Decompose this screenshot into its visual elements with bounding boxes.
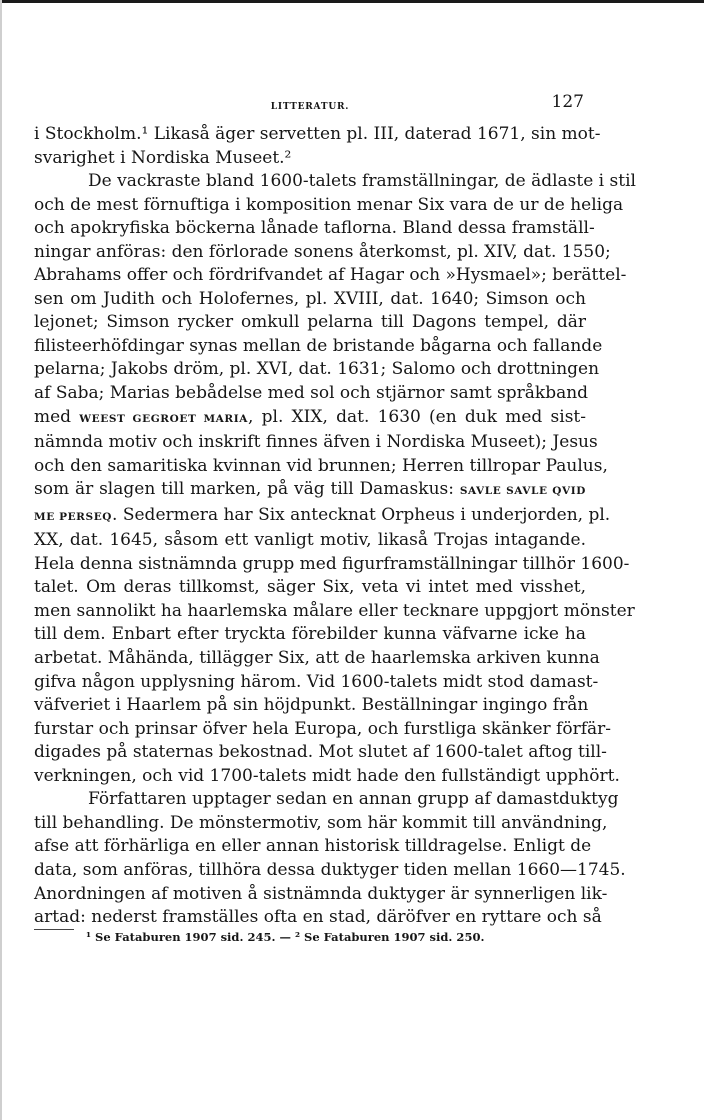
small-caps-inscription: ME PERSEQ [34, 510, 113, 523]
text-line: lejonet; Simson rycker omkull pelarna till Dagons tempel, där [34, 312, 586, 333]
text-line: Författaren upptager sedan en annan grupp af damastduktyg [88, 789, 619, 810]
text-line: furstar och prinsar öfver hela Europa, och furstliga skänker förfär- [34, 718, 612, 739]
text-line: Abrahams offer och fördrifvandet af Hagar och »Hysmael»; berättel- [34, 265, 627, 286]
text-line: och de mest förnuftiga i komposition menar Six vara de ur de heliga [34, 194, 624, 215]
text-line: och apokryfiska böckerna lånade taflorna. Bland dessa framställ- [34, 218, 595, 239]
text-line: till dem. Enbart efter tryckta förebilder kunna väfvarne icke ha [34, 624, 586, 645]
text-line: verkningen, och vid 1700-talets midt hade den fullständigt upphört. [34, 765, 620, 786]
text-line: af Saba; Marias bebådelse med sol och stjärnor samt språkband [34, 383, 589, 404]
text-line: Hela denna sistnämnda grupp med figurframställningar tillhör 1600- [34, 553, 630, 574]
text-line: filisteerhöfdingar synas mellan de bristande bågarna och fallande [34, 335, 603, 356]
text-run: . Sedermera har Six antecknat Orpheus i underjorden, pl. [112, 504, 611, 525]
page-number: 127 [551, 92, 584, 112]
text-line: sen om Judith och Holofernes, pl. XVIII, dat. 1640; Simson och [34, 288, 586, 309]
text-line: till behandling. De mönstermotiv, som här kommit till användning, [34, 812, 608, 833]
text-line: i Stockholm.¹ Likaså äger servetten pl. III, daterad 1671, sin mot- [34, 124, 601, 144]
text-line: ningar anföras: den förlorade sonens återkomst, pl. XIV, dat. 1550; [34, 241, 611, 262]
page-header [34, 92, 586, 116]
text-line: De vackraste bland 1600-talets framställningar, de ädlaste i stil [88, 171, 636, 192]
text-line: svarighet i Nordiska Museet.² [34, 147, 292, 168]
body-text [34, 123, 636, 930]
running-head: LITTERATUR. [270, 102, 350, 112]
footnote: ¹ Se Fataburen 1907 sid. 245. — ² Se Fataburen 1907 sid. 250. [86, 930, 485, 944]
text-line: Anordningen af motiven å sistnämnda duktyger är synnerligen lik- [34, 883, 608, 904]
text-line [34, 406, 586, 432]
text-line: arbetat. Måhända, tillägger Six, att de haarlemska arkiven kunna [34, 648, 600, 669]
text-run: , pl. XIX, dat. 1630 (en duk med sist- [248, 406, 586, 427]
text-line: talet. Om deras tillkomst, säger Six, veta vi intet med visshet, [34, 577, 586, 598]
small-caps-inscription: SAVLE SAVLE QVID [459, 485, 586, 498]
text-line [34, 504, 611, 530]
text-line: digades på staternas bekostnad. Mot slutet af 1600-talet aftog till- [34, 742, 607, 763]
footnote-rule [34, 929, 74, 930]
text-line: och den samaritiska kvinnan vid brunnen; Herren tillropar Paulus, [34, 455, 608, 476]
text-run: som är slagen till marken, på väg till Damaskus: [34, 479, 460, 500]
text-run: med [34, 406, 80, 427]
text-line: XX, dat. 1645, såsom ett vanligt motiv, likaså Trojas intagande. [34, 530, 586, 551]
text-line: afse att förhärliga en eller annan historisk tilldragelse. Enligt de [34, 836, 592, 857]
text-line: väfveriet i Haarlem på sin höjdpunkt. Beställningar ingingo från [34, 695, 589, 716]
text-line [34, 478, 586, 504]
small-caps-inscription: WEEST GEGROET MARIA [79, 412, 248, 425]
text-line: data, som anföras, tillhöra dessa duktyger tiden mellan 1660—1745. [34, 859, 626, 880]
text-line: men sannolikt ha haarlemska målare eller tecknare uppgjort mönster [34, 600, 635, 621]
text-line: pelarna; Jakobs dröm, pl. XVI, dat. 1631; Salomo och drottningen [34, 359, 600, 380]
text-line: artad: nederst framställes ofta en stad, däröfver en ryttare och så [34, 907, 602, 928]
scan-left-edge [0, 0, 2, 1120]
text-line: gifva någon upplysning härom. Vid 1600-talets midt stod damast- [34, 671, 599, 692]
scan-top-edge [0, 0, 704, 3]
text-line: nämnda motiv och inskrift finnes äfven i Nordiska Museet); Jesus [34, 432, 598, 453]
